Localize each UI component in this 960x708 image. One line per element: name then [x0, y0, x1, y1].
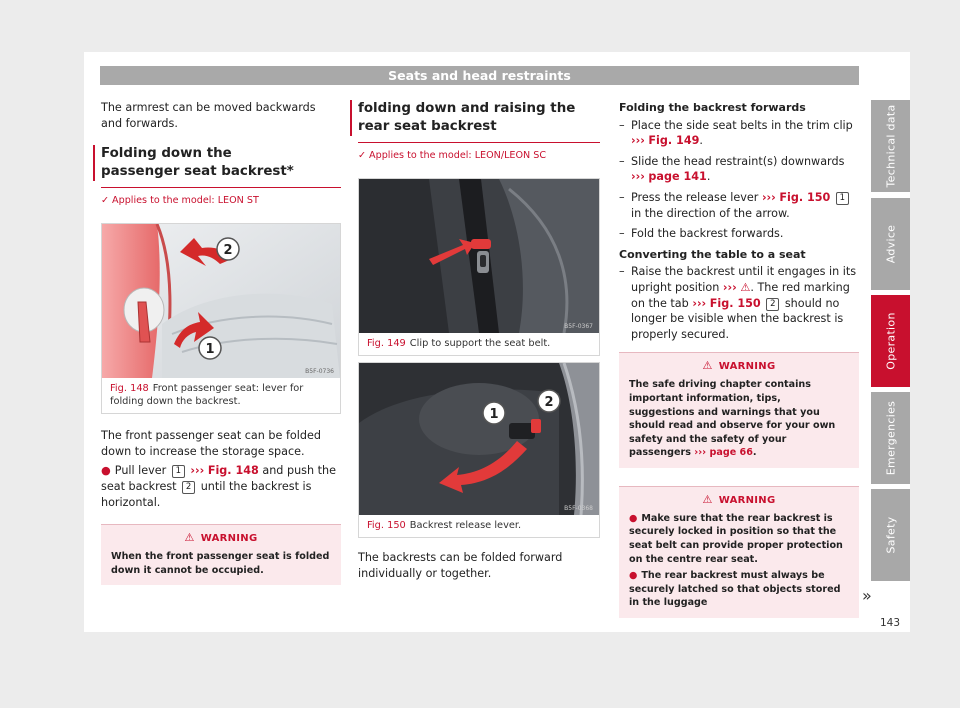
heading-block-2	[350, 100, 592, 136]
warning-triangle-icon: ⚠	[184, 531, 195, 545]
step-2: – Slide the head restraint(s) downwards ››› page 141.	[619, 154, 859, 185]
instruction-bullet: ● Pull lever 1 ››› Fig. 148 and push the seat backrest 2 until the backrest is horizontal.	[101, 464, 336, 509]
heading-block	[93, 145, 333, 181]
column-left	[101, 100, 341, 585]
section-heading-2: folding down and raising the rear seat backrest	[358, 101, 576, 134]
subheading-fold: Folding the backrest forwards	[619, 101, 806, 114]
column-right	[619, 100, 859, 618]
warning-box-3	[619, 486, 859, 618]
step-4: – Fold the backrest forwards.	[619, 226, 859, 242]
callout-number-1: 1	[172, 465, 185, 478]
warning-bullet-2: ● The rear backrest must always be securely latched so that objects stored in the luggage	[629, 570, 841, 609]
backrest-lever-illustration	[359, 363, 599, 515]
bullet-icon: ●	[629, 512, 638, 524]
continue-arrow-icon: »	[862, 586, 872, 605]
seat-illustration	[102, 224, 340, 378]
reference-arrow: ›››	[631, 170, 645, 184]
figure-148-callout-1-label: 1	[205, 342, 215, 358]
figure-150-caption: Fig. 150 Backrest release lever.	[367, 520, 522, 531]
figure-150-callout-1-label: 1	[489, 407, 499, 422]
warning-text: When the front passenger seat is folded down it cannot be occupied.	[111, 551, 330, 576]
warning-triangle-icon: ⚠	[702, 492, 713, 506]
warning-box-2	[619, 352, 859, 468]
reference-arrow: ›››	[692, 296, 707, 310]
figure-150-label: Fig. 150	[367, 520, 406, 531]
side-tab-safety[interactable]: Safety	[871, 489, 910, 581]
bullet-icon: ●	[101, 464, 111, 478]
page-reference[interactable]: page 66	[709, 447, 753, 459]
figure-149-caption: Fig. 149 Clip to support the seat belt.	[367, 338, 551, 349]
figure-150-callout-2-label: 2	[544, 395, 554, 410]
warning-title-2: ⚠ WARNING	[702, 359, 776, 373]
step-3: – Press the release lever ››› Fig. 150 1 in the direction of the arrow.	[619, 190, 859, 221]
reference-arrow: ›››	[190, 464, 205, 478]
warning-title-3: ⚠ WARNING	[702, 492, 776, 506]
reference-arrow: ›››	[694, 447, 707, 459]
figure-149	[358, 178, 600, 356]
warning-bullet-1: ● Make sure that the rear backrest is securely locked in position so that the seat belt can provide proper protection on the centre rear seat.	[629, 512, 843, 565]
figure-148-image	[102, 224, 340, 378]
figure-reference[interactable]: Fig. 150	[709, 296, 761, 310]
figure-148	[101, 223, 341, 414]
column-middle	[358, 100, 600, 581]
applies-note-2: ✓ Applies to the model: LEON/LEON SC	[358, 150, 547, 161]
warning-title: ⚠ WARNING	[184, 531, 258, 545]
side-tab-technical-data[interactable]: Technical data	[871, 100, 910, 192]
figure-reference[interactable]: Fig. 149	[648, 134, 700, 148]
applies-note: ✓ Applies to the model: LEON ST	[101, 195, 259, 207]
figure-149-image	[359, 179, 599, 333]
body-paragraph-2: The backrests can be folded forward individually or together.	[358, 551, 563, 580]
seatbelt-clip-illustration	[359, 179, 599, 333]
page-reference[interactable]: page 141	[648, 170, 707, 184]
side-tab-operation[interactable]: Operation	[871, 295, 910, 387]
figure-150-code: B5F-0368	[564, 505, 593, 512]
warning-triangle-icon: ⚠	[702, 359, 713, 373]
callout-number-2: 2	[182, 481, 195, 494]
side-tab-advice[interactable]: Advice	[871, 198, 910, 290]
figure-148-code: B5F-0736	[305, 368, 334, 376]
figure-149-code: B5F-0367	[564, 323, 593, 330]
section-header: Seats and head restraints	[100, 66, 859, 85]
warning-triangle-icon: ⚠	[740, 280, 751, 294]
figure-reference[interactable]: Fig. 150	[779, 190, 831, 204]
section-heading: Folding down the passenger seat backrest*	[101, 146, 294, 180]
page-number: 143	[880, 617, 901, 629]
figure-148-label: Fig. 148	[110, 383, 149, 395]
callout-number-1: 1	[836, 192, 849, 205]
figure-148-callout-2-label: 2	[223, 243, 233, 259]
figure-149-label: Fig. 149	[367, 338, 406, 349]
figure-150	[358, 362, 600, 538]
check-icon: ✓	[358, 150, 367, 161]
figure-148-caption: Fig. 148 Front passenger seat: lever for folding down the backrest.	[110, 383, 304, 408]
side-tab-emergencies[interactable]: Emergencies	[871, 392, 910, 484]
reference-arrow: ›››	[722, 280, 737, 294]
convert-steps-list	[619, 264, 859, 342]
warning-box	[101, 524, 341, 585]
reference-arrow: ›››	[761, 190, 776, 204]
step-1: – Place the side seat belts in the trim clip ››› Fig. 149.	[619, 118, 859, 149]
fold-steps-list	[619, 118, 859, 242]
check-icon: ✓	[101, 195, 110, 207]
figure-150-image	[359, 363, 599, 515]
callout-number-2: 2	[766, 298, 779, 311]
figure-reference[interactable]: Fig. 148	[207, 464, 259, 478]
subheading-convert: Converting the table to a seat	[619, 247, 806, 261]
bullet-icon: ●	[629, 570, 638, 582]
reference-arrow: ›››	[631, 134, 645, 148]
intro-paragraph: The armrest can be moved backwards and forwards.	[101, 101, 316, 130]
body-paragraph: The front passenger seat can be folded down to increase the storage space.	[101, 429, 321, 458]
warning-text-2: The safe driving chapter contains important information, tips, suggestions and warnings that you should read and observe for your own safety and the safety of your passengers ››› page 66.	[629, 379, 836, 459]
convert-step: – Raise the backrest until it engages in its upright position ››› ⚠. The red marking on the tab ››› Fig. 150 2 should no longer be visible when the backrest is properly secured.	[619, 264, 859, 342]
